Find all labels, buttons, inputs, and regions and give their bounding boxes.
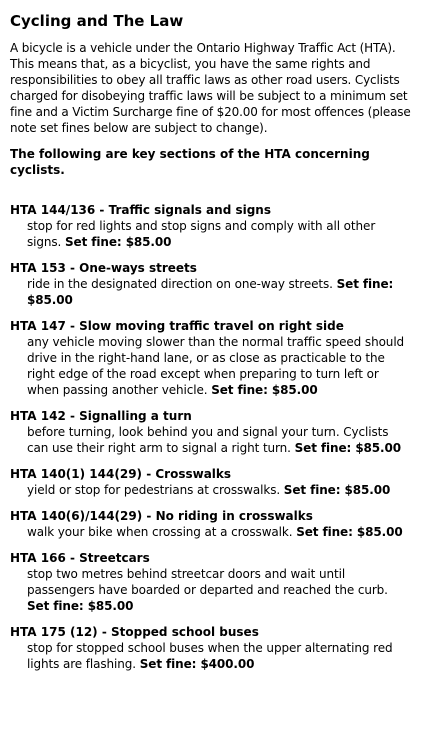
section-heading: HTA 142 - Signalling a turn [10,409,192,423]
law-section [10,624,411,672]
page-title: Cycling and The Law [10,12,184,30]
set-fine: Set fine: $85.00 [27,277,394,307]
set-fine: Set fine: $400.00 [139,657,255,671]
set-fine: Set fine: $85.00 [211,383,318,397]
section-text: any vehicle moving slower than the normal traffic speed should drive in the right-hand lane, or as close as practicable to the right edge of the road except when preparing to turn left or when passing another vehicle. [27,335,405,397]
section-text: stop for red lights and stop signs and comply with all other signs. [27,219,376,249]
law-section [10,408,411,456]
section-body [10,482,411,498]
law-section [10,318,411,398]
section-heading: HTA 166 - Streetcars [10,551,150,565]
section-body [10,640,411,672]
section-text: walk your bike when crossing at a crosswalk. [27,525,293,539]
section-heading: HTA 175 (12) - Stopped school buses [10,625,259,639]
section-text: stop two metres behind streetcar doors and wait until passengers have boarded or departed and reached the curb. [27,567,388,597]
lead-paragraph: The following are key sections of the HTA concerning cyclists. [10,147,370,177]
law-section [10,202,411,250]
set-fine: Set fine: $85.00 [65,235,172,249]
section-heading: HTA 153 - One-ways streets [10,261,197,275]
section-heading: HTA 144/136 - Traffic signals and signs [10,203,271,217]
section-text: stop for stopped school buses when the upper alternating red lights are flashing. [27,641,393,671]
section-body [10,218,411,250]
law-section [10,260,411,308]
section-text: yield or stop for pedestrians at crosswalks. [27,483,281,497]
set-fine: Set fine: $85.00 [296,525,403,539]
law-section [10,508,411,540]
set-fine: Set fine: $85.00 [283,483,391,497]
section-body [10,566,411,614]
section-body [10,424,411,456]
intro-paragraph: A bicycle is a vehicle under the Ontario Highway Traffic Act (HTA). This means that, as a bicyclist, you have the same rights and responsibilities to obey all traffic laws as other road users. Cyclists charged for disobeying traffic laws will be subject to a minimum set fine and a Victim Surcharge fine of $20.00 for most offences (please note set fines below are subject to change). [10,41,411,135]
law-section [10,466,411,498]
section-body [10,276,411,308]
section-heading: HTA 147 - Slow moving traffic travel on right side [10,319,344,333]
section-text: ride in the designated direction on one-way streets. [27,277,333,291]
section-heading: HTA 140(1) 144(29) - Crosswalks [10,467,232,481]
section-heading: HTA 140(6)/144(29) - No riding in crosswalks [10,509,313,523]
section-text: before turning, look behind you and signal your turn. Cyclists can use their right arm to signal a right turn. [27,425,389,455]
set-fine: Set fine: $85.00 [27,599,134,613]
law-section [10,550,411,614]
sections-list [10,202,411,672]
set-fine: Set fine: $85.00 [294,441,402,455]
section-body [10,524,411,540]
section-body [10,334,411,398]
